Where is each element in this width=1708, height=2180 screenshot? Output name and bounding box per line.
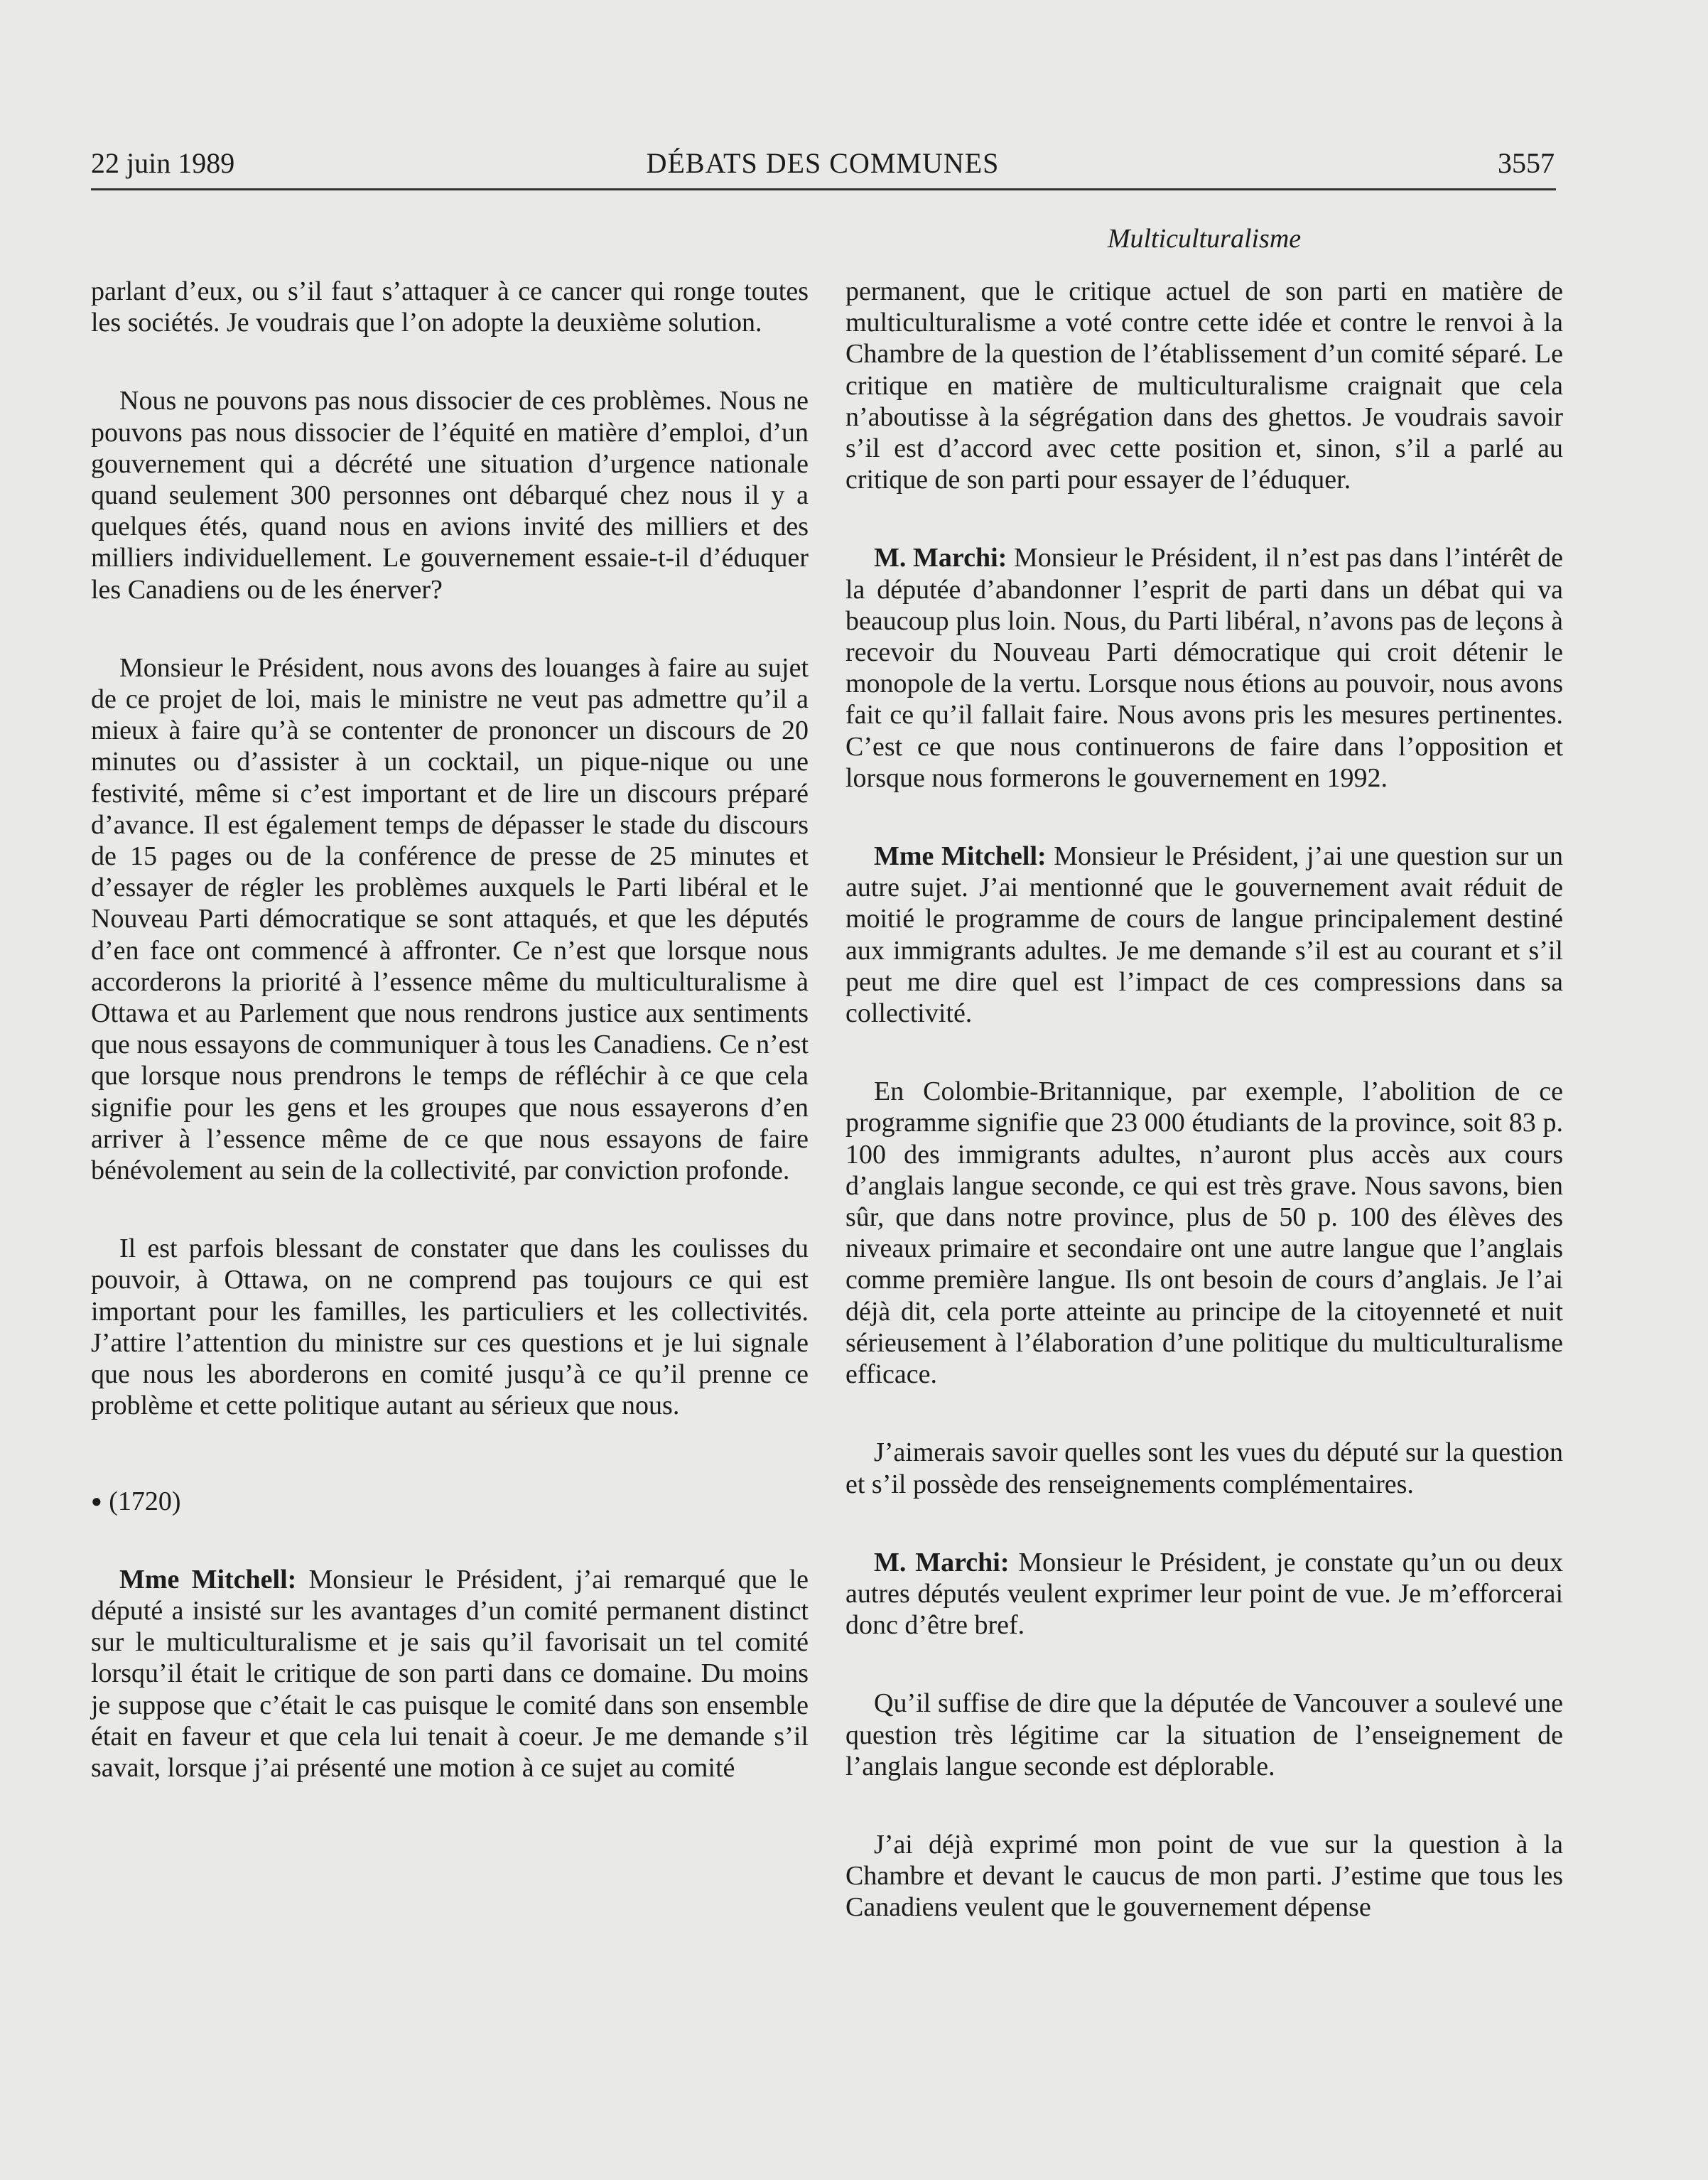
speaker-name: Mme Mitchell:	[119, 1564, 297, 1594]
speech-text: Monsieur le Président, je constate qu’un ou deux autres députés veulent exprimer leur point de vue. Je m’efforcerai donc d’être bref.	[845, 1547, 1564, 1641]
right-paragraph-6	[845, 1547, 1563, 1641]
left-paragraph-2: Nous ne pouvons pas nous dissocier de ces problèmes. Nous ne pouvons pas nous dissocier de l’équité en matière d’emploi, d’un gouvernement qui a décrété une situation d’urgence nationale quand seulement 300 personnes ont débarqué chez nous il y a quelques étés, quand nous en avions invité des milliers et des milliers individuellement. Le gouvernement essaie-t-il d’éduquer les Canadiens ou de les énerver?	[91, 386, 809, 605]
speaker-name: M. Marchi:	[874, 543, 1007, 573]
page-header	[91, 142, 1555, 185]
right-paragraph-4: En Colombie-Britannique, par exemple, l’abolition de ce programme signifie que 23 000 étudiants de la province, soit 83 p. 100 des immigrants adultes, n’auront plus accès aux cours d’anglais langue seconde, ce qui est très grave. Nous savons, bien sûr, que dans notre province, plus de 50 p. 100 des élèves des niveaux primaire et secondaire ont une autre langue que l’anglais comme première langue. Ils ont besoin de cours d’anglais. Je l’ai déjà dit, cela porte atteinte au principe de la citoyenneté et nuit sérieusement à l’élaboration d’une politique du multiculturalisme efficace.	[845, 1076, 1563, 1390]
header-page-number: 3557	[1498, 147, 1555, 179]
right-paragraph-8: J’ai déjà exprimé mon point de vue sur la question à la Chambre et devant le caucus de mon parti. J’estime que tous les Canadiens veulent que le gouvernement dépense	[845, 1829, 1563, 1923]
left-paragraph-3: Monsieur le Président, nous avons des louanges à faire au sujet de ce projet de loi, mais le ministre ne veut pas admettre qu’il a mieux à faire qu’à se contenter de prononcer un discours de 20 minutes ou d’assister à un cocktail, un pique-nique ou une festivité, même si c’est important et de lire un discours préparé d’avance. Il est également temps de dépasser le stade du discours de 15 pages ou de la conférence de presse de 25 minutes et d’essayer de régler les problèmes auxquels le Parti libéral et le Nouveau Parti démocratique se sont attaqués, et que les députés d’en face ont commencé à affronter. Ce n’est que lorsque nous accorderons la priorité à l’essence même du multiculturalisme à Ottawa et au Parlement que nous rendrons justice aux sentiments que nous essayons de communiquer à tous les Canadiens. Ce n’est que lorsque nous prendrons le temps de réfléchir à ce que cela signifie pour les gens et les groupes que nous essayerons d’en arriver à l’essence même de ce que nous essayons de faire bénévolement au sein de la collectivité, par conviction profonde.	[91, 652, 809, 1186]
right-paragraph-2	[845, 542, 1563, 794]
right-paragraph-5: J’aimerais savoir quelles sont les vues du député sur la question et s’il possède des renseignements complémentaires.	[845, 1437, 1563, 1499]
header-rule	[91, 188, 1556, 190]
left-paragraph-5	[91, 1564, 809, 1784]
header-date: 22 juin 1989	[91, 147, 235, 179]
speaker-name: M. Marchi:	[874, 1547, 1010, 1577]
time-marker	[91, 1486, 809, 1517]
header-title: DÉBATS DES COMMUNES	[646, 147, 1000, 179]
speech-text: Monsieur le Président, j’ai une question sur un autre sujet. J’ai mentionné que le gouvernement avait réduit de moitié le programme de cours de langue principalement destiné aux immigrants adultes. Je me demande s’il est au courant et s’il peut me dire quel est l’impact de ces compressions dans sa collectivité.	[845, 841, 1564, 1029]
left-paragraph-1: parlant d’eux, ou s’il faut s’attaquer à ce cancer qui ronge toutes les sociétés. Je voudrais que l’on adopte la deuxième solution.	[91, 276, 809, 338]
right-column	[845, 276, 1563, 1923]
left-column	[91, 276, 809, 1784]
time-marker-text: (1720)	[109, 1486, 181, 1516]
speaker-name: Mme Mitchell:	[874, 841, 1047, 872]
right-paragraph-7: Qu’il suffise de dire que la députée de Vancouver a soulevé une question très légitime car la situation de l’enseignement de l’anglais langue seconde est déplorable.	[845, 1688, 1563, 1781]
speech-text: Monsieur le Président, il n’est pas dans l’intérêt de la députée d’abandonner l’esprit de parti dans un débat qui va beaucoup plus loin. Nous, du Parti libéral, n’avons pas de leçons à recevoir du Nouveau Parti démocratique qui croit détenir le monopole de la vertu. Lorsque nous étions au pouvoir, nous avons fait ce qu’il fallait faire. Nous avons pris les mesures pertinentes. C’est ce que nous continuerons de faire dans l’opposition et lorsque nous formerons le gouvernement en 1992.	[845, 543, 1564, 793]
right-paragraph-3	[845, 841, 1563, 1029]
right-paragraph-1: permanent, que le critique actuel de son parti en matière de multiculturalisme a voté contre cette idée et contre le renvoi à la Chambre de la question de l’établissement d’un comité séparé. Le critique en matière de multiculturalisme craignait que cela n’aboutisse à la ségrégation dans des ghettos. Je voudrais savoir s’il est d’accord avec cette position et, sinon, s’il a parlé au critique de son parti pour essayer de l’éduquer.	[845, 276, 1563, 495]
bullet-icon: ●	[91, 1490, 102, 1511]
speech-text: Monsieur le Président, j’ai remarqué que le député a insisté sur les avantages d’un comité permanent distinct sur le multiculturalisme et je sais qu’il favorisait un tel comité lorsqu’il était le critique de son parti dans ce domaine. Du moins je suppose que c’était le cas puisque le comité dans son ensemble était en faveur et que cela lui tenait à coeur. Je me demande s’il savait, lorsque j’ai présenté une motion à ce sujet au comité	[91, 1564, 809, 1783]
section-title: Multiculturalisme	[1107, 224, 1302, 254]
left-paragraph-4: Il est parfois blessant de constater que dans les coulisses du pouvoir, à Ottawa, on ne comprend pas toujours ce qui est important pour les familles, les particuliers et les collectivités. J’attire l’attention du ministre sur ces questions et je lui signale que nous les aborderons en comité jusqu’à ce qu’il prenne ce problème et cette politique autant au sérieux que nous.	[91, 1234, 809, 1421]
